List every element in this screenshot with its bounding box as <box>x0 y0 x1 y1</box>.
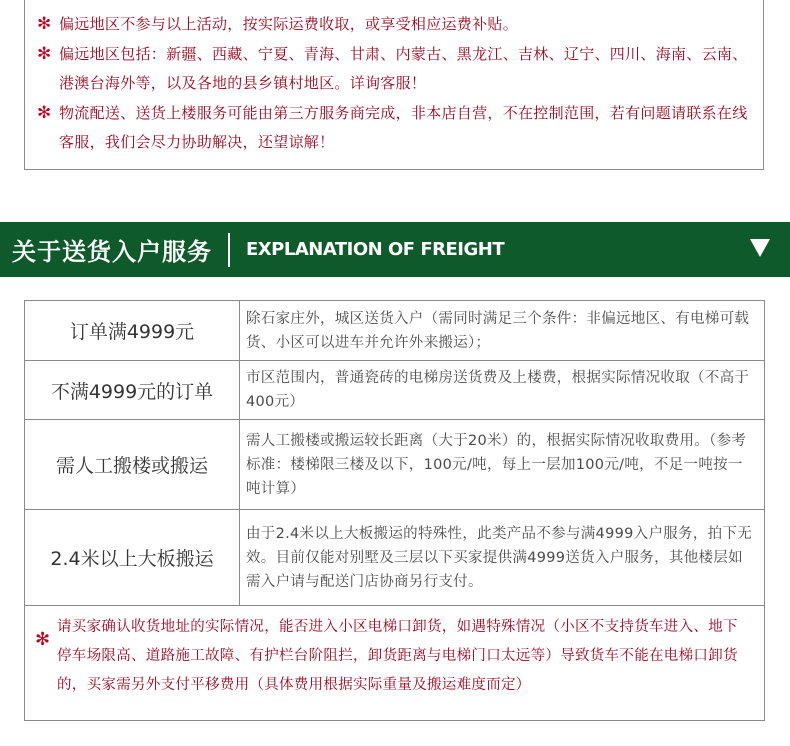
unloading-notice-text: 请买家确认收货地址的实际情况，能否进入小区电梯口卸货，如遇特殊情况（小区不支持货车进入、地下停车场限高、道路施工故障、有护栏台阶阻拦，卸货距离与电梯门口太远等）导致货车不能在电梯口卸货的，买家需另外支付平移费用（具体费用根据实际重量及搬运难度而定） <box>57 619 738 693</box>
asterisk-icon: ✻ <box>37 14 52 34</box>
table-row <box>25 361 765 420</box>
asterisk-icon: ✻ <box>37 43 52 64</box>
banner-divider <box>228 233 230 267</box>
asterisk-icon: ✻ <box>35 629 51 650</box>
row-label: 不满4999元的订单 <box>25 361 240 420</box>
remote-area-notice-box <box>24 0 764 170</box>
asterisk-icon: ✻ <box>37 102 52 123</box>
banner-title-cn: 关于送货入户服务 <box>12 238 212 266</box>
triangle-down-icon <box>750 239 770 261</box>
table-row <box>25 510 765 606</box>
row-label: 2.4米以上大板搬运 <box>25 510 240 606</box>
unloading-notice-box <box>24 605 765 721</box>
row-description: 除石家庄外，城区送货入户（需同时满足三个条件：非偏远地区、有电梯可载货、小区可以进车并允许外来搬运）； <box>240 301 765 361</box>
table-row <box>25 301 765 361</box>
notice-text: 偏远地区包括：新疆、西藏、宁夏、青海、甘肃、内蒙古、黑龙江、吉林、辽宁、四川、海南、云南、港澳台海外等，以及各地的县乡镇村地区。详询客服！ <box>59 44 748 92</box>
freight-table <box>24 300 765 606</box>
row-label: 订单满4999元 <box>25 301 240 361</box>
banner-title-en: EXPLANATION OF FREIGHT <box>246 239 505 260</box>
notice-item <box>37 99 749 158</box>
notice-item <box>37 10 749 40</box>
notice-text: 偏远地区不参与以上活动，按实际运费收取，或享受相应运费补贴。 <box>59 15 519 33</box>
row-description: 市区范围内，普通瓷砖的电梯房送货费及上楼费，根据实际情况收取（不高于400元） <box>240 361 765 420</box>
row-description: 需人工搬楼或搬运较长距离（大于20米）的，根据实际情况收取费用。（参考标准：楼梯限三楼及以下，100元/吨，每上一层加100元/吨，不足一吨按一吨计算） <box>240 420 765 510</box>
notice-text: 物流配送、送货上楼服务可能由第三方服务商完成，非本店自营，不在控制范围，若有问题请联系在线客服，我们会尽力协助解决，还望谅解！ <box>59 103 748 151</box>
freight-section-banner <box>0 222 790 277</box>
notice-item <box>37 40 749 99</box>
table-row <box>25 420 765 510</box>
row-description: 由于2.4米以上大板搬运的特殊性，此类产品不参与满4999入户服务，拍下无效。目前仅能对别墅及三层以下买家提供满4999送货入户服务，其他楼层如需入户请与配送门店协商另行支付。 <box>240 510 765 606</box>
row-label: 需人工搬楼或搬运 <box>25 420 240 510</box>
